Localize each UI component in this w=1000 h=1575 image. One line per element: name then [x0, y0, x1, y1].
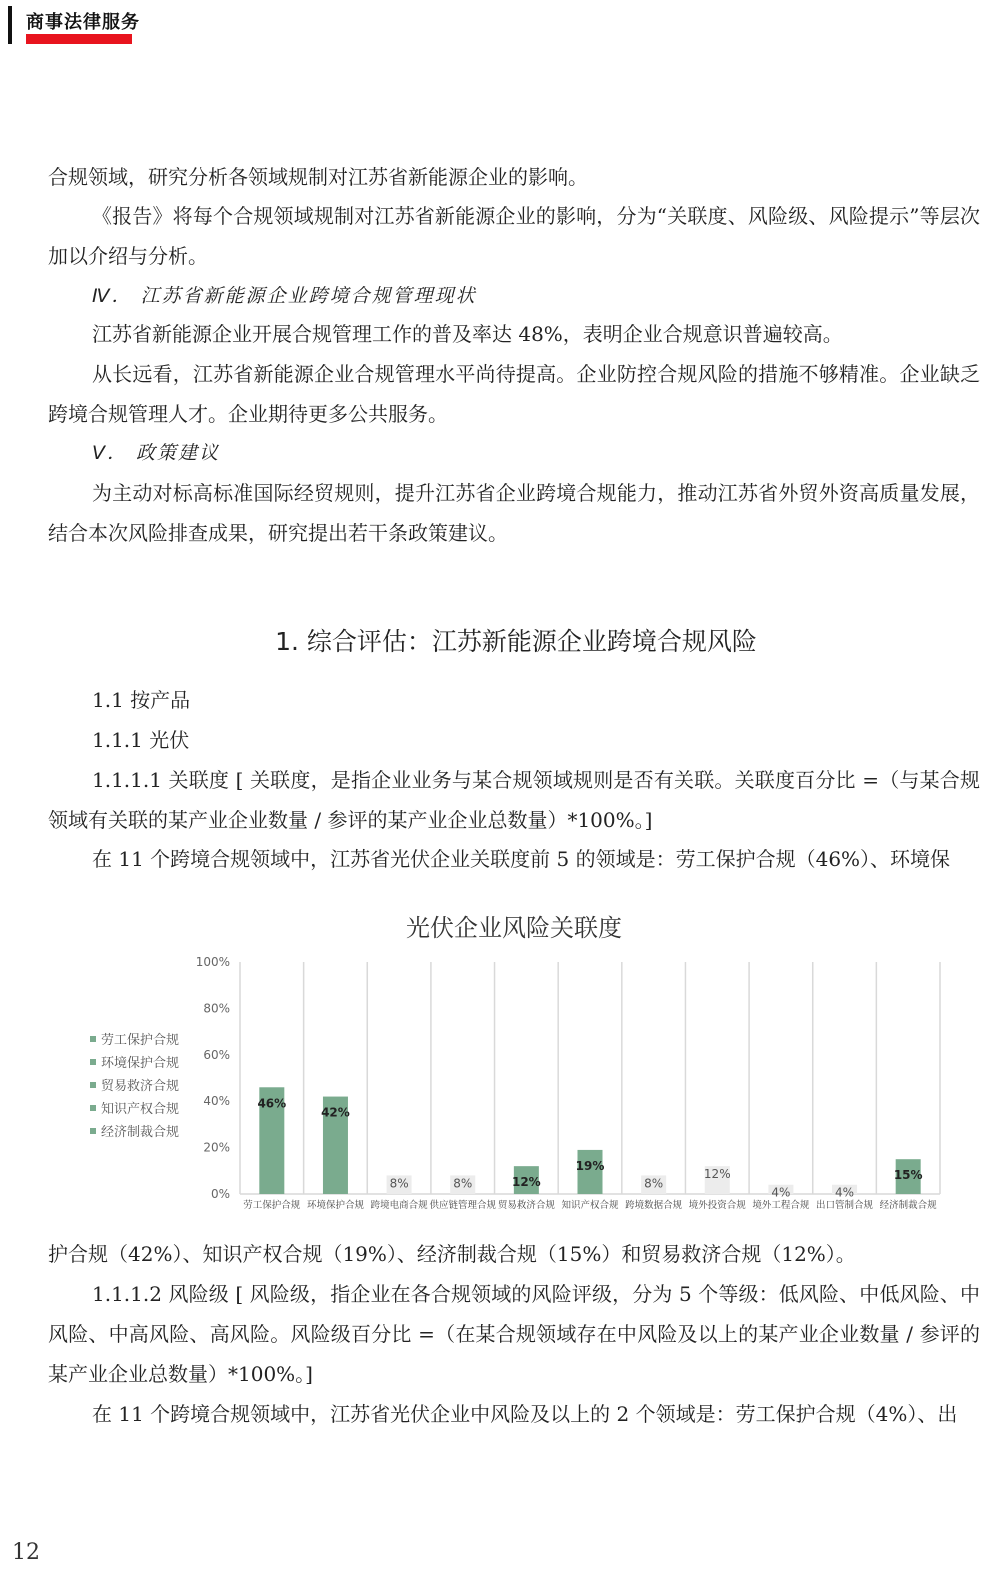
y-tick-label: 80% — [203, 1001, 230, 1016]
y-tick-label: 20% — [203, 1140, 230, 1155]
paragraph-6: 1.1.1.1 关联度 [ 关联度，是指企业业务与某合规领域规则是否有关联。关联度百分比 =（与某合规领域有关联的某产业企业数量 / 参评的某产业企业总数量）*100%。] — [48, 768, 980, 832]
header-accent-bar — [26, 34, 132, 44]
paragraph-10: 在 11 个跨境合规领域中，江苏省光伏企业中风险及以上的 2 个领域是：劳工保护合规（4%）、出 — [92, 1402, 958, 1426]
paragraph-1: 合规领域，研究分析各领域规制对江苏省新能源企业的影响。 — [48, 165, 588, 189]
header-title: 商事法律服务 — [26, 12, 140, 33]
y-tick-label: 60% — [203, 1047, 230, 1062]
data-label: 12% — [703, 1167, 731, 1182]
page-number: 12 — [12, 1540, 40, 1565]
data-label: 8% — [453, 1176, 473, 1191]
chart-title: 光伏企业风险关联度 — [406, 914, 622, 942]
y-tick-label: 40% — [203, 1094, 230, 1109]
data-label: 4% — [771, 1185, 791, 1200]
bar-chart — [80, 900, 960, 1220]
data-label: 4% — [835, 1185, 855, 1200]
paragraph-5: 为主动对标高标准国际经贸规则，提升江苏省企业跨境合规能力，推动江苏省外贸外资高质量发展，结合本次风险排查成果，研究提出若干条政策建议。 — [48, 481, 980, 545]
legend-label: 劳工保护合规 — [101, 1033, 180, 1048]
x-tick-label: 境外工程合规 — [752, 1200, 810, 1211]
subheading-1-1-1: 1.1.1 光伏 — [92, 728, 190, 752]
x-tick-label: 经济制裁合规 — [879, 1200, 937, 1211]
data-label: 19% — [575, 1158, 605, 1173]
section-title: 1. 综合评估：江苏新能源企业跨境合规风险 — [275, 627, 757, 656]
subheading-1-1: 1.1 按产品 — [92, 688, 191, 712]
heading-iv: Ⅳ． 江苏省新能源企业跨境合规管理现状 — [92, 285, 477, 307]
paragraph-2: 《报告》将每个合规领域规制对江苏省新能源企业的影响，分为“关联度、风险级、风险提示”等层次加以介绍与分析。 — [48, 204, 980, 268]
x-tick-label: 供应链管理合规 — [429, 1200, 496, 1211]
paragraph-7: 在 11 个跨境合规领域中，江苏省光伏企业关联度前 5 的领域是：劳工保护合规（46%）、环境保 — [92, 847, 951, 871]
legend-label: 环境保护合规 — [101, 1056, 180, 1071]
heading-v: Ⅴ． 政策建议 — [92, 442, 221, 464]
header-bar — [8, 6, 12, 44]
y-tick-label: 0% — [210, 1187, 230, 1201]
y-tick-label: 100% — [195, 955, 230, 969]
x-tick-label: 跨境数据合规 — [625, 1200, 683, 1211]
x-tick-label: 贸易救济合规 — [497, 1200, 555, 1211]
x-tick-label: 跨境电商合规 — [370, 1200, 428, 1211]
data-label: 15% — [893, 1168, 923, 1183]
chart-plot — [80, 900, 960, 1220]
data-label: 42% — [321, 1105, 350, 1120]
data-label: 8% — [644, 1176, 664, 1191]
paragraph-3: 江苏省新能源企业开展合规管理工作的普及率达 48%，表明企业合规意识普遍较高。 — [92, 322, 843, 346]
data-label: 12% — [511, 1175, 541, 1190]
x-tick-label: 劳工保护合规 — [243, 1200, 301, 1211]
x-tick-label: 知识产权合规 — [561, 1200, 619, 1211]
paragraph-4: 从长远看，江苏省新能源企业合规管理水平尚待提高。企业防控合规风险的措施不够精准。企业缺乏跨境合规管理人才。企业期待更多公共服务。 — [48, 362, 980, 426]
x-tick-label: 境外投资合规 — [688, 1200, 746, 1211]
data-label: 8% — [389, 1176, 409, 1191]
paragraph-9: 1.1.1.2 风险级 [ 风险级，指企业在各合规领域的风险评级，分为 5 个等级：低风险、中低风险、中风险、中高风险、高风险。风险级百分比 =（在某合规领域存在中风险及以上的某产业企业数量 / 参评的某产业企业总数量）*100%。] — [48, 1282, 980, 1386]
x-tick-label: 出口管制合规 — [816, 1200, 874, 1211]
data-label: 46% — [257, 1096, 287, 1111]
x-tick-label: 环境保护合规 — [306, 1200, 364, 1211]
legend-label: 经济制裁合规 — [101, 1125, 180, 1140]
legend-label: 贸易救济合规 — [101, 1079, 180, 1094]
paragraph-8: 护合规（42%）、知识产权合规（19%）、经济制裁合规（15%）和贸易救济合规（12%）。 — [48, 1242, 856, 1266]
legend-label: 知识产权合规 — [101, 1102, 180, 1117]
